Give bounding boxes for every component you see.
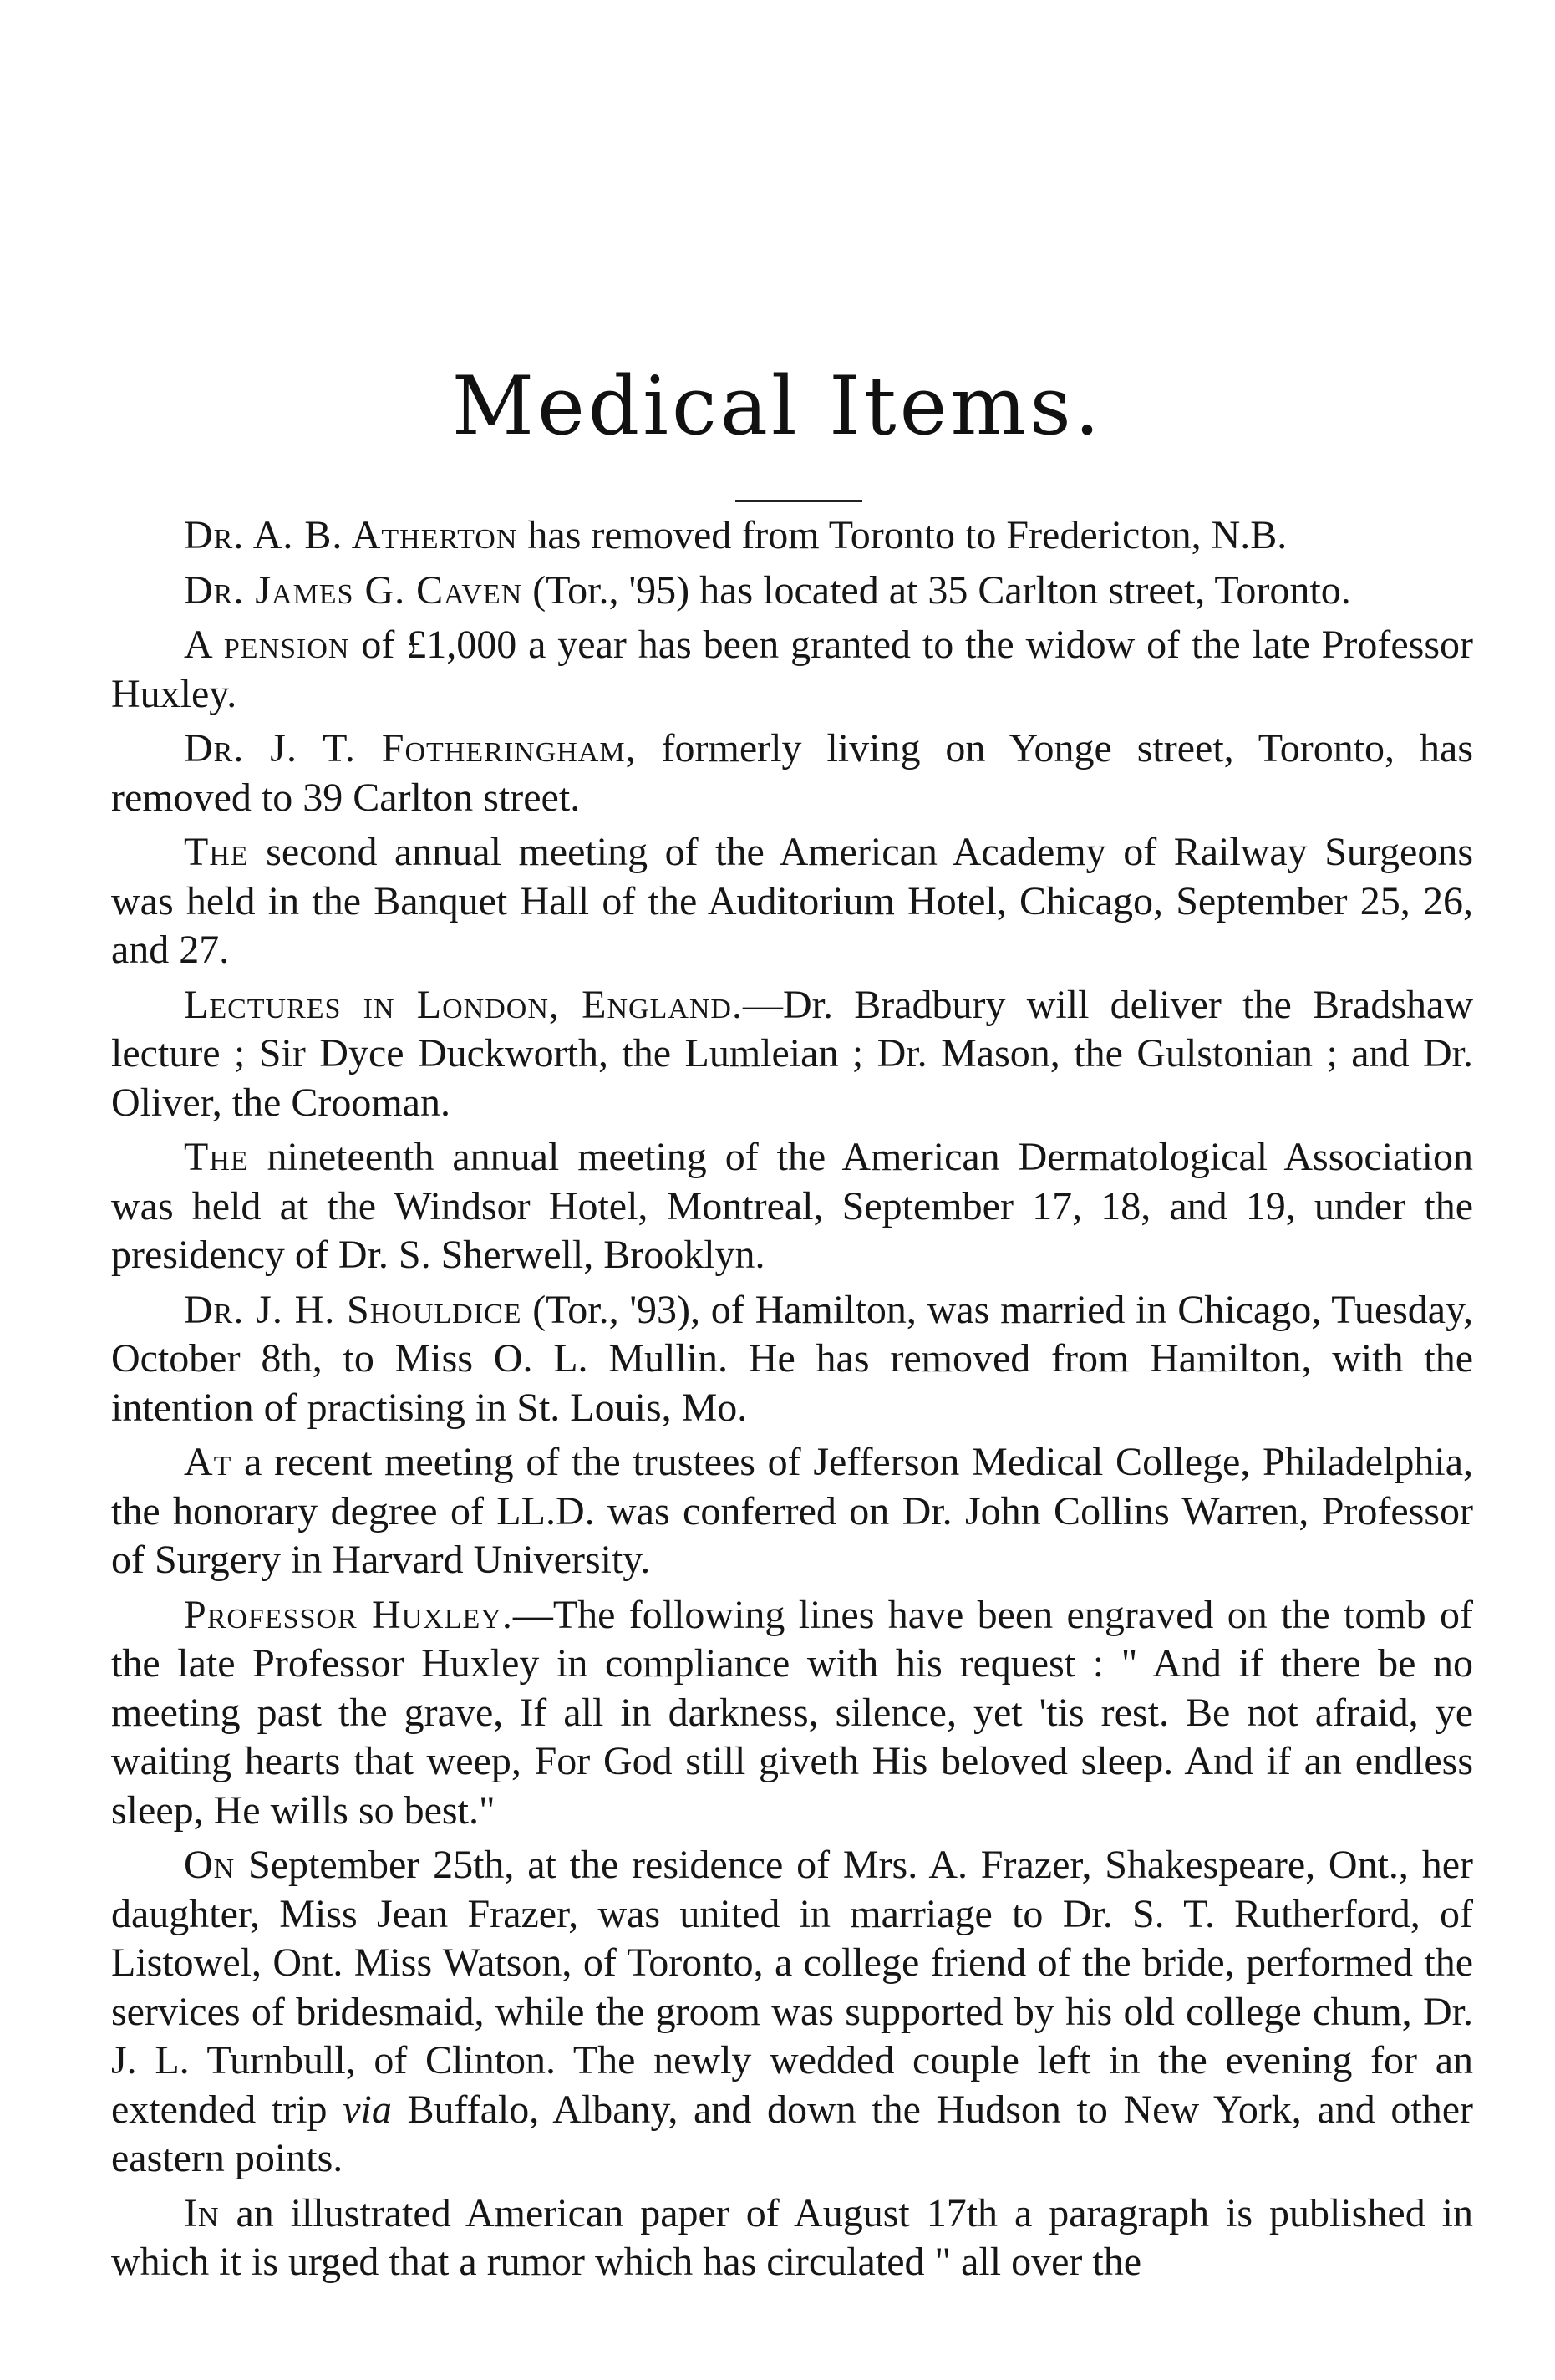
- item-lead: A pension: [184, 623, 350, 667]
- item-text: (Tor., '93), of Hamilton, was married in Chicago, Tuesday, October 8th, to Miss O. L. Mullin. He has removed from Hamilton, with the intention of practising in St. Louis, Mo.: [111, 1287, 1473, 1430]
- item-lead: Dr. J. H. Shouldice: [184, 1287, 522, 1332]
- news-item: [111, 1591, 1473, 1836]
- item-text: a recent meeting of the trustees of Jefferson Medical College, Philadelphia, the honorary degree of LL.D. was conferred on Dr. John Collins Warren, Professor of Surgery in Harvard University.: [111, 1440, 1473, 1582]
- item-text: has removed from Toronto to Fredericton, N.B.: [517, 513, 1288, 557]
- page-title: Medical Items.: [451, 359, 1104, 453]
- news-item: [111, 828, 1473, 975]
- item-text: formerly living on Yonge street, Toronto, has removed to 39 Carlton street.: [111, 726, 1474, 820]
- item-text: —The following lines have been engraved on the tomb of the late Professor Huxley in compliance with his request : " And if there be no meeting past the grave, If all in darkness, silence, yet 'tis rest. Be not afraid, ye waiting hearts that weep, For God still giveth His beloved sleep. And if an endless sleep, He wills so best.": [111, 1592, 1473, 1833]
- item-text: September 25th, at the residence of Mrs. A. Frazer, Shakespeare, Ont., her daughter, Miss Jean Frazer, was united in marriage to Dr. S. T. Rutherford, of Listowel, Ont. Miss Watson, of Toronto, a college friend of the bride, performed the services of bridesmaid, while the groom was supported by his old college chum, Dr. J. L. Turnbull, of Clinton. The newly wedded couple left in the evening for an extended trip: [111, 1843, 1473, 2132]
- news-item: [111, 981, 1473, 1128]
- item-lead: Professor Huxley.: [184, 1592, 513, 1637]
- item-lead: In: [184, 2190, 220, 2235]
- item-text: an illustrated American paper of August 17th a paragraph is published in which it is urged that a rumor which has circulated " all over the: [111, 2190, 1473, 2284]
- news-item: [111, 1133, 1473, 1280]
- item-text: —Dr. Bradbury will deliver the Bradshaw lecture ; Sir Dyce Duckworth, the Lumleian ; Dr. Mason, the Gulstonian ; and Dr. Oliver, the Crooman.: [111, 982, 1473, 1125]
- item-text: (Tor., '95) has located at 35 Carlton street, Toronto.: [522, 567, 1351, 613]
- item-text: nineteenth annual meeting of the American Dermatological Association was held at the Windsor Hotel, Montreal, September 17, 18, and 19, under the presidency of Dr. S. Sherwell, Brooklyn.: [111, 1135, 1473, 1277]
- news-item: [111, 567, 1473, 616]
- item-lead: Dr. James G. Caven: [184, 567, 523, 613]
- item-lead: The: [184, 830, 249, 874]
- item-lead: At: [184, 1440, 232, 1484]
- item-lead: The: [184, 1135, 249, 1179]
- item-lead: Dr. A. B. Atherton: [184, 513, 518, 557]
- item-lead: On: [184, 1843, 236, 1887]
- news-item: [111, 1841, 1473, 2184]
- news-item: [111, 621, 1473, 719]
- title-rule: [735, 500, 862, 502]
- item-text-after: Buffalo, Albany, and down the Hudson to New York, and other eastern points.: [111, 2087, 1474, 2180]
- news-item: [111, 725, 1473, 822]
- item-italic-text: via: [343, 2087, 392, 2132]
- item-lead: Dr. J. T. Fotheringham,: [184, 726, 637, 770]
- news-item: [111, 2189, 1473, 2287]
- items-body: [111, 511, 1473, 2293]
- news-item: [111, 1438, 1473, 1585]
- item-text: of £1,000 a year has been granted to the widow of the late Professor Huxley.: [111, 623, 1473, 716]
- news-item: [111, 1286, 1473, 1433]
- item-text: second annual meeting of the American Academy of Railway Surgeons was held in the Banquet Hall of the Auditorium Hotel, Chicago, September 25, 26, and 27.: [111, 830, 1473, 972]
- item-lead: Lectures in London, England.: [184, 982, 743, 1027]
- news-item: [111, 511, 1473, 561]
